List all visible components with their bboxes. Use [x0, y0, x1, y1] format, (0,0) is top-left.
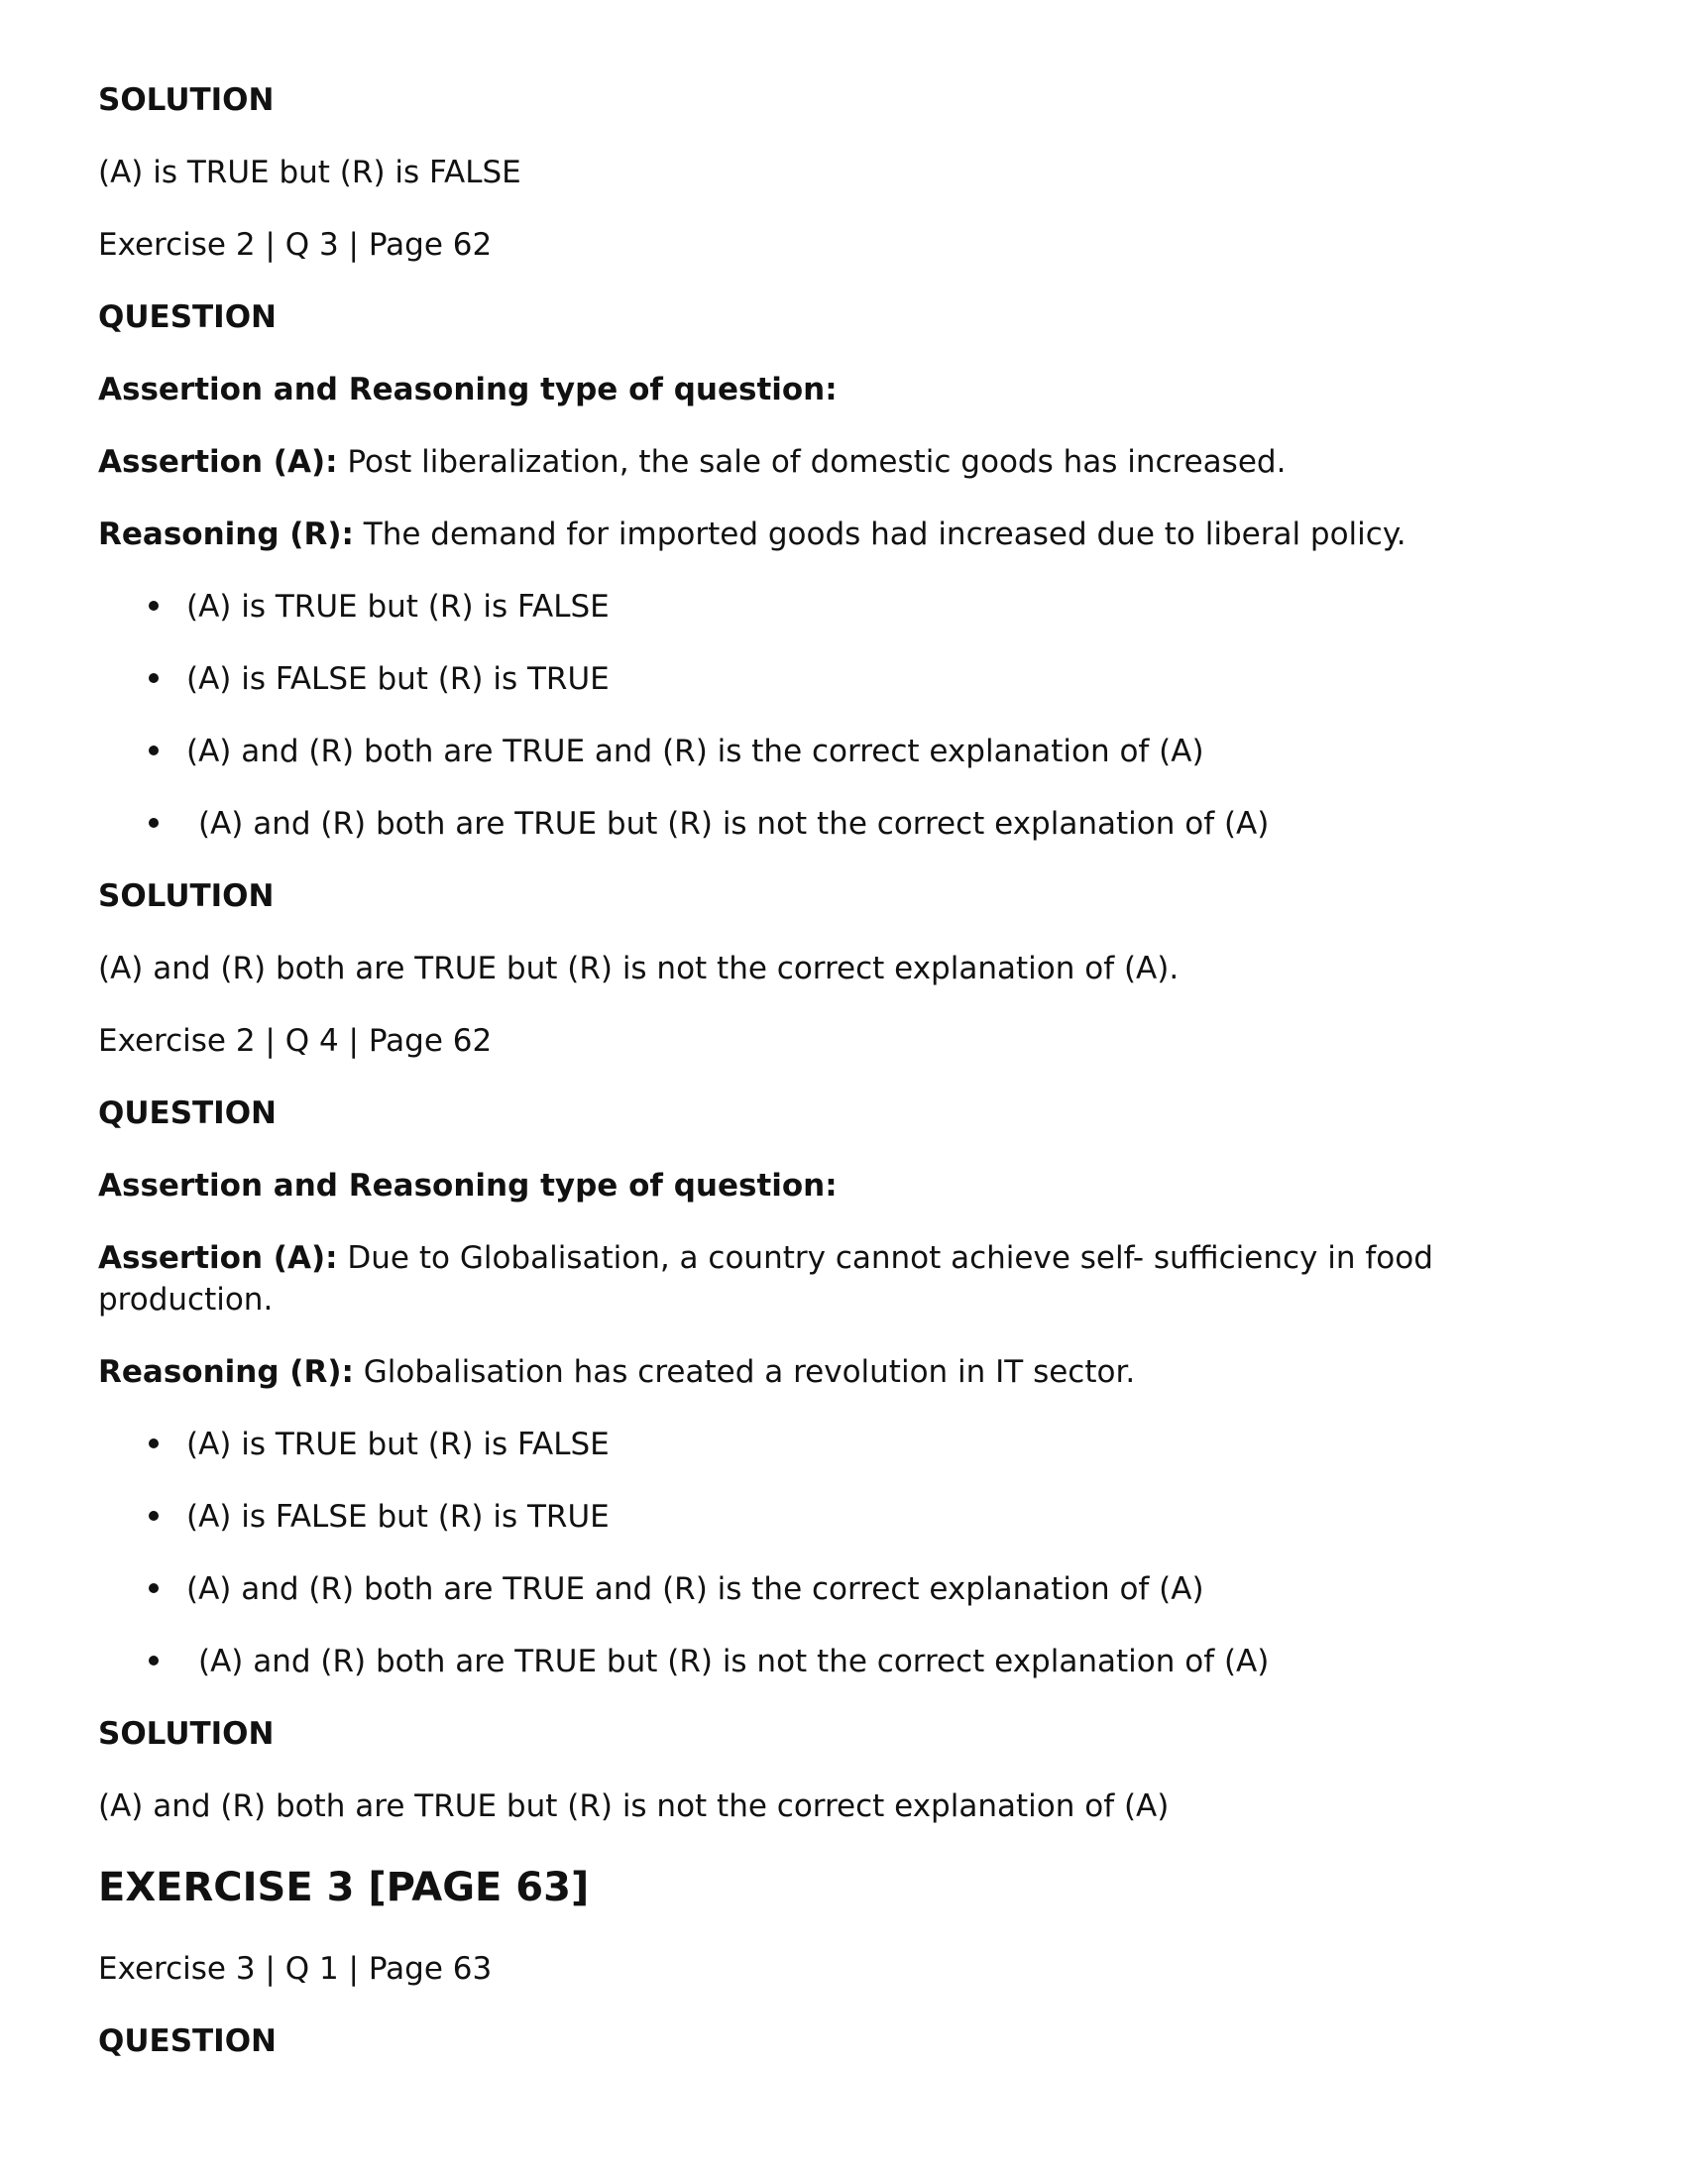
question-heading: QUESTION	[98, 299, 278, 335]
option-item	[149, 658, 610, 700]
question-type-line: Assertion and Reasoning type of question:	[98, 1168, 838, 1204]
assertion-label: Assertion (A):	[98, 444, 338, 480]
assertion-text: Post liberalization, the sale of domestic goods has increased.	[337, 444, 1287, 480]
option-text: (A) is FALSE but (R) is TRUE	[186, 661, 610, 697]
exercise-reference: Exercise 2 | Q 3 | Page 62	[98, 227, 493, 263]
assertion-line	[98, 441, 1629, 483]
bullet-dot	[149, 1511, 159, 1521]
reasoning-line	[98, 514, 1629, 555]
option-text: (A) is TRUE but (R) is FALSE	[186, 1427, 610, 1462]
reasoning-label: Reasoning (R):	[98, 517, 354, 552]
bullet-dot	[149, 1583, 159, 1593]
exercise-reference: Exercise 3 | Q 1 | Page 63	[98, 1951, 493, 1987]
option-item	[149, 586, 610, 628]
bullet-dot	[149, 1438, 159, 1448]
option-text: (A) is TRUE but (R) is FALSE	[186, 589, 610, 625]
bullet-dot	[149, 746, 159, 755]
bullet-dot	[149, 673, 159, 683]
option-text: (A) and (R) both are TRUE and (R) is the correct explanation of (A)	[186, 734, 1204, 769]
solution-heading: SOLUTION	[98, 878, 275, 914]
solution-text: (A) and (R) both are TRUE but (R) is not the correct explanation of (A)	[98, 1788, 1170, 1824]
option-item	[149, 1641, 1269, 1682]
reasoning-text: The demand for imported goods had increased due to liberal policy.	[353, 517, 1407, 552]
solution-text: (A) and (R) both are TRUE but (R) is not the correct explanation of (A).	[98, 951, 1180, 986]
solution-heading: SOLUTION	[98, 1716, 275, 1752]
option-item	[149, 1424, 610, 1465]
assertion-text: Due to Globalisation, a country cannot achieve self- sufficiency in food	[337, 1240, 1433, 1276]
option-item	[149, 1568, 1204, 1610]
question-heading: QUESTION	[98, 1095, 278, 1131]
exercise-reference: Exercise 2 | Q 4 | Page 62	[98, 1023, 493, 1059]
option-item	[149, 803, 1269, 845]
question-heading: QUESTION	[98, 2023, 278, 2059]
assertion-line	[98, 1237, 1629, 1279]
question-type-line: Assertion and Reasoning type of question:	[98, 372, 838, 407]
option-text: (A) is FALSE but (R) is TRUE	[186, 1499, 610, 1535]
option-item	[149, 1496, 610, 1538]
option-text: (A) and (R) both are TRUE but (R) is not the correct explanation of (A)	[198, 1644, 1270, 1679]
assertion-label: Assertion (A):	[98, 1240, 338, 1276]
solution-heading: SOLUTION	[98, 82, 275, 118]
reasoning-text: Globalisation has created a revolution in IT sector.	[353, 1354, 1136, 1390]
bullet-dot	[149, 1656, 159, 1666]
option-text: (A) and (R) both are TRUE and (R) is the correct explanation of (A)	[186, 1571, 1204, 1607]
bullet-dot	[149, 601, 159, 611]
reasoning-line	[98, 1351, 1629, 1393]
assertion-text-continued: production.	[98, 1282, 274, 1318]
option-text: (A) and (R) both are TRUE but (R) is not the correct explanation of (A)	[198, 806, 1270, 842]
option-item	[149, 731, 1204, 772]
exercise-heading: EXERCISE 3 [PAGE 63]	[98, 1865, 590, 1910]
solution-text: (A) is TRUE but (R) is FALSE	[98, 155, 521, 190]
reasoning-label: Reasoning (R):	[98, 1354, 354, 1390]
bullet-dot	[149, 818, 159, 828]
